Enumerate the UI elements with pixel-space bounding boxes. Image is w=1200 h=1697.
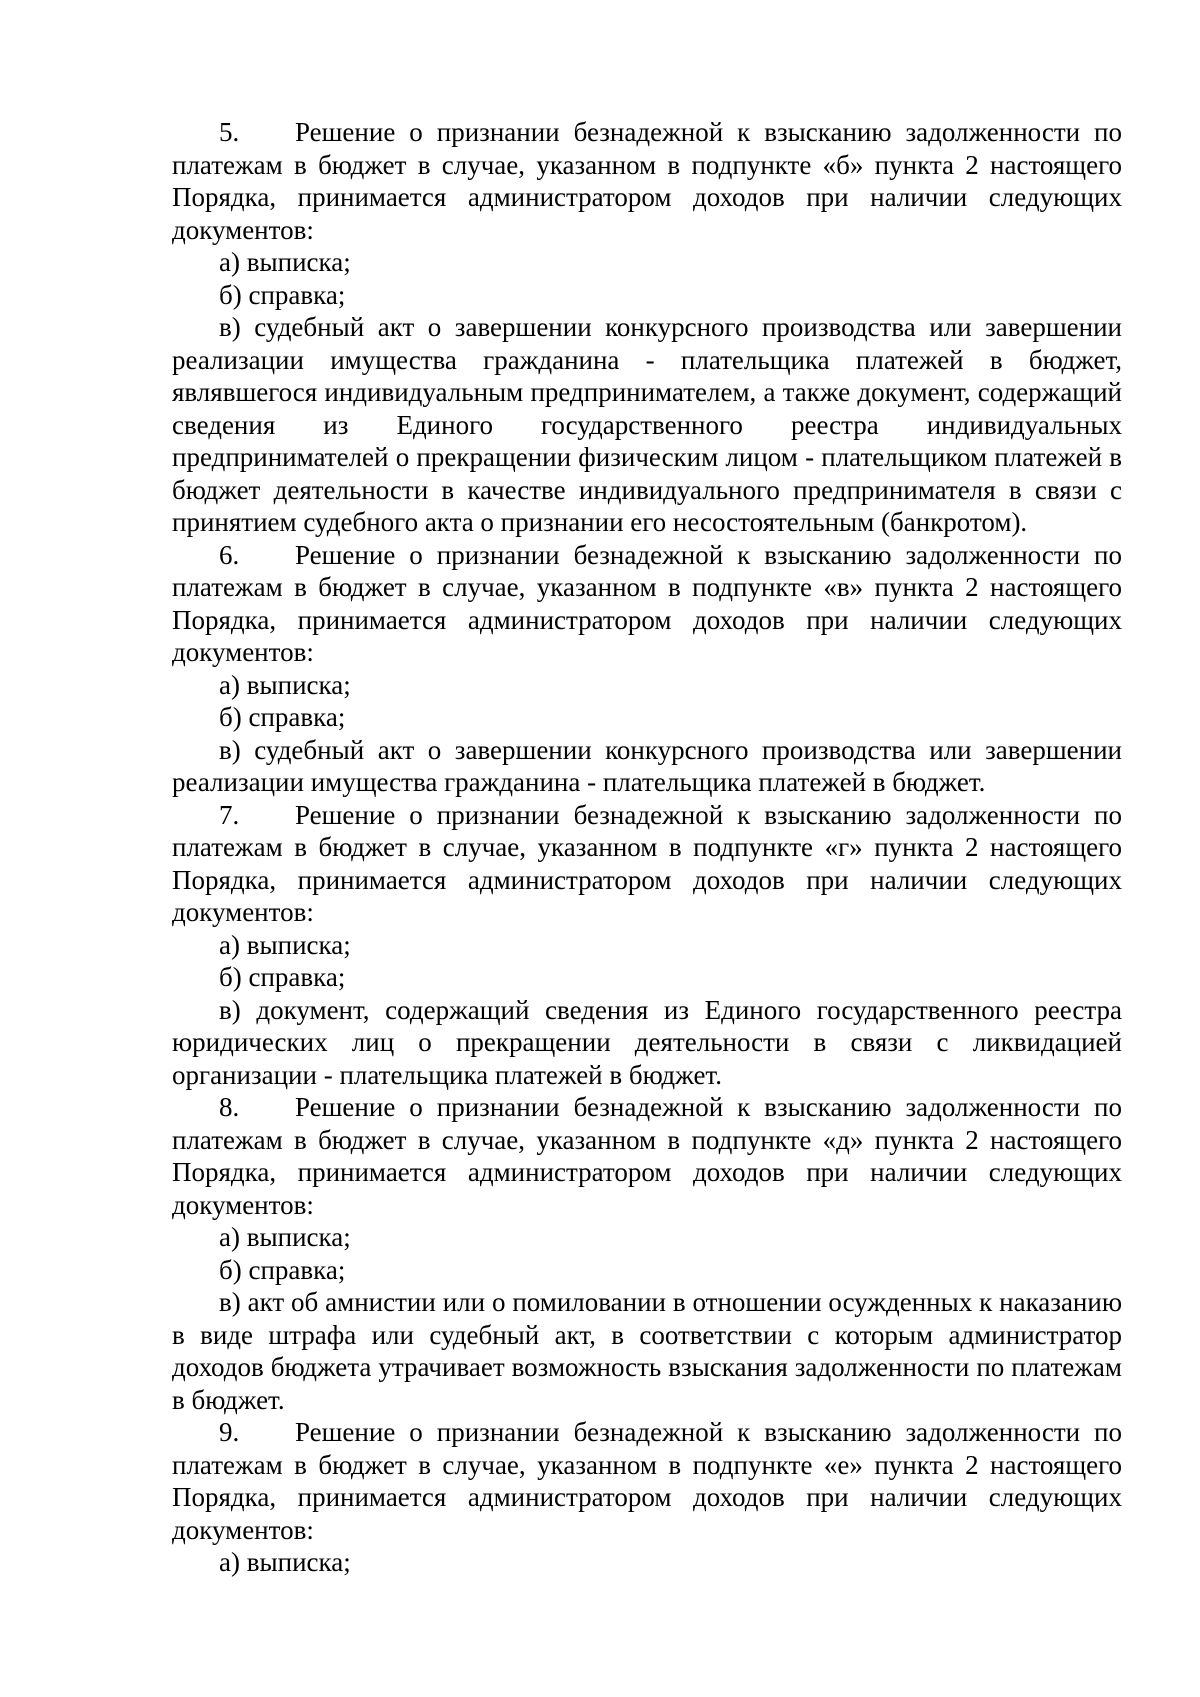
paragraph-number: 7.: [219, 799, 240, 830]
paragraph-number: 9.: [219, 1417, 240, 1447]
list-item: а) выписка;: [219, 1547, 351, 1577]
paragraph-6: [172, 539, 1122, 669]
list-item: б) справка;: [219, 279, 346, 310]
document-body: [172, 116, 1122, 1579]
list-item: в) документ, содержащий сведения из Единого государственного реестра юридических лиц о прекращении деятельности в связи с ликвидацией организации - плательщика платежей в бюджет.: [172, 994, 1122, 1090]
paragraph-text: Решение о признании безнадежной к взысканию задолженности по платежам в бюджет в случае, указанном в подпункте «г» пункта 2 настоящего Порядка, принимается администратором доходов при наличии следующих документов:: [172, 799, 1122, 927]
list-item: а) выписка;: [219, 247, 351, 277]
paragraph-text: Решение о признании безнадежной к взысканию задолженности по платежам в бюджет в случае, указанном в подпункте «д» пункта 2 настоящего Порядка, принимается администратором доходов при наличии следующих документов:: [172, 1092, 1122, 1220]
paragraph-8: [172, 1091, 1122, 1221]
list-item: б) справка;: [219, 702, 346, 732]
paragraph-text: Решение о признании безнадежной к взысканию задолженности по платежам в бюджет в случае, указанном в подпункте «в» пункта 2 настоящего Порядка, принимается администратором доходов при наличии следующих документов:: [172, 539, 1122, 667]
paragraph-7: [172, 799, 1122, 929]
list-item: в) судебный акт о завершении конкурсного производства или завершении реализации имущества гражданина - плательщика платежей в бюджет, являвшегося индивидуальным предпринимателем, а также документ, содержащий сведения из Единого государственного реестра индивидуальных предпринимателей о прекращении физическим лицом - плательщиком платежей в бюджет деятельности в качестве индивидуального предпринимателя в связи с принятием судебного акта о признании его несостоятельным (банкротом).: [172, 312, 1122, 537]
list-item: а) выписка;: [219, 1222, 351, 1252]
list-item: б) справка;: [219, 962, 346, 992]
paragraph-number: 6.: [219, 539, 240, 570]
paragraph-5: [172, 116, 1122, 246]
list-item: б) справка;: [219, 1254, 346, 1285]
paragraph-number: 8.: [219, 1092, 240, 1122]
paragraph-text: Решение о признании безнадежной к взысканию задолженности по платежам в бюджет в случае, указанном в подпункте «е» пункта 2 настоящего Порядка, принимается администратором доходов при наличии следующих документов:: [172, 1417, 1122, 1545]
list-item: а) выписка;: [219, 929, 351, 960]
list-item: в) судебный акт о завершении конкурсного производства или завершении реализации имущества гражданина - плательщика платежей в бюджет.: [172, 734, 1122, 797]
list-item: в) акт об амнистии или о помиловании в отношении осужденных к наказанию в виде штрафа или судебный акт, в соответствии с которым администратор доходов бюджета утрачивает возможность взыскания задолженности по платежам в бюджет.: [172, 1287, 1122, 1415]
paragraph-number: 5.: [219, 117, 240, 147]
list-item: а) выписка;: [219, 669, 351, 700]
paragraph-9: [172, 1416, 1122, 1546]
paragraph-text: Решение о признании безнадежной к взысканию задолженности по платежам в бюджет в случае, указанном в подпункте «б» пункта 2 настоящего Порядка, принимается администратором доходов при наличии следующих документов:: [172, 117, 1122, 245]
